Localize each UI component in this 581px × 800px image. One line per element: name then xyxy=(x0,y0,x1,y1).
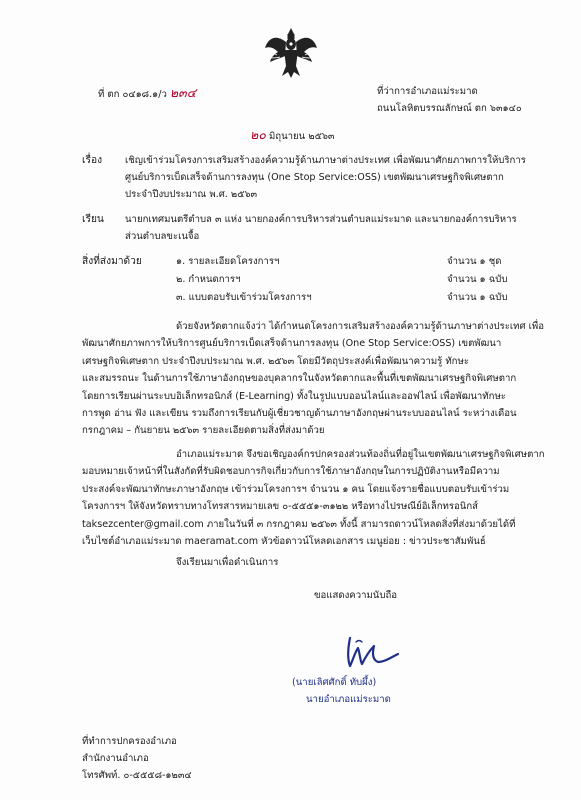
para2-line-4: โครงการฯ ให้จังหวัดทราบทางโทรสารหมายเลข ๐-๕๕๕๑-๓๑๒๒ หรือทางไปรษณีย์อิเล็กทรอนิกส์ xyxy=(82,501,478,513)
letter-date xyxy=(250,128,334,143)
para1-line-6: การพูด อ่าน ฟัง และเขียน รวมถึงการเรียนกับผู้เชี่ยวชาญด้านภาษาอังกฤษผ่านระบบออนไลน์ ระหว่างเดือน xyxy=(82,408,517,420)
subject-line-3: ประจำปีงบประมาณ พ.ศ. ๒๕๖๓ xyxy=(125,189,258,200)
signatory-name: (นายเลิศศักดิ์ ทับผึ้ง) xyxy=(292,677,377,688)
reference-number xyxy=(98,86,196,101)
closing-request: จึงเรียนมาเพื่อดำเนินการ xyxy=(176,557,279,568)
subject-line-2: ศูนย์บริการเบ็ดเสร็จด้านการลงทุน (One Stop Service:OSS) เขตพัฒนาเศรษฐกิจพิเศษตาก xyxy=(125,172,504,183)
subject-line-1: เชิญเข้าร่วมโครงการเสริมสร้างองค์ความรู้ด้านภาษาต่างประเทศ เพื่อพัฒนาศักยภาพการให้บริการ xyxy=(125,155,526,166)
reference-prefix: ที่ ตก ๐๔๑๘.๑/ว xyxy=(98,89,167,100)
para2-line-6: เว็บไซต์อำเภอแม่ระมาด maeramat.com หัวข้อดาวน์โหลดเอกสาร เมนูย่อย : ข่าวประชาสัมพันธ์ xyxy=(82,536,486,548)
office-address-line2: ถนนโลหิตบรรณลักษณ์ ตก ๖๓๑๔๐ xyxy=(377,103,522,114)
attachment-qty-2: จำนวน ๑ ฉบับ xyxy=(447,274,508,285)
date-day-handwritten: ๒๐ xyxy=(250,127,266,142)
closing-salutation: ขอแสดงความนับถือ xyxy=(314,590,398,601)
attachment-qty-3: จำนวน ๑ ฉบับ xyxy=(447,292,508,303)
attachment-item-2: ๒. กำหนดการฯ xyxy=(176,274,241,285)
office-address-line1: ที่ว่าการอำเภอแม่ระมาด xyxy=(377,86,478,97)
para1-line-7: กรกฎาคม – กันยายน ๒๕๖๓ รายละเอียดตามสิ่งที่ส่งมาด้วย xyxy=(82,425,325,437)
footer-office: สำนักงานอำเภอ xyxy=(82,753,149,764)
para1-line-5: โดยการเรียนผ่านระบบอิเล็กทรอนิกส์ (E-Learning) ทั้งในรูปแบบออนไลน์และออฟไลน์ เพื่อพัฒนาทักษะ xyxy=(82,390,506,402)
attachment-qty-1: จำนวน ๑ ชุด xyxy=(447,256,502,267)
date-month-year: มิถุนายน ๒๕๖๓ xyxy=(268,131,335,142)
attachment-item-3: ๓. แบบตอบรับเข้าร่วมโครงการฯ xyxy=(176,292,312,303)
para2-line-5: taksezcenter@gmail.com ภายในวันที่ ๓ กรกฎาคม ๒๕๖๓ ทั้งนี้ สามารถดาวน์โหลดสิ่งที่ส่งมาด้วยได้ที่ xyxy=(82,518,516,530)
recipient-line-2: ส่วนตำบลขะเนจื้อ xyxy=(125,231,200,242)
para1-line-2: พัฒนาศักยภาพการให้บริการศูนย์บริการเบ็ดเสร็จด้านการลงทุน (One Stop Service:OSS) เขตพัฒนา xyxy=(82,338,502,350)
body-paragraph-1 xyxy=(82,318,544,440)
para1-line-1: ด้วยจังหวัดตากแจ้งว่า ได้กำหนดโครงการเสริมสร้างองค์ความรู้ด้านภาษาต่างประเทศ เพื่อ xyxy=(176,321,544,332)
recipient-label: เรียน xyxy=(82,214,104,225)
attachments-label: สิ่งที่ส่งมาด้วย xyxy=(82,256,142,267)
garuda-emblem-icon xyxy=(262,22,320,80)
body-paragraph-2 xyxy=(82,446,545,550)
recipient-line-1: นายกเทศมนตรีตำบล ๓ แห่ง นายกองค์การบริหารส่วนตำบลแม่ระมาด และนายกองค์การบริหาร xyxy=(125,214,517,225)
signatory-position: นายอำเภอแม่ระมาด xyxy=(306,694,391,705)
para1-line-4: และสมรรถนะ ในด้านการใช้ภาษาอังกฤษของบุคลากรในจังหวัดตากและพื้นที่เขตพัฒนาเศรษฐกิจพิเศษตาก xyxy=(82,373,517,385)
para2-line-2: มอบหมายเจ้าหน้าที่ในสังกัดที่รับผิดชอบการกิจเกี่ยวกับการใช้ภาษาอังกฤษในการปฏิบัติงานหรือมีความ xyxy=(82,466,500,478)
para1-line-3: เศรษฐกิจพิเศษตาก ประจำปีงบประมาณ พ.ศ. ๒๕๖๓ โดยมีวัตถุประสงค์เพื่อพัฒนาความรู้ ทักษะ xyxy=(82,355,469,367)
para2-line-1: อำเภอแม่ระมาด จึงขอเชิญองค์กรปกครองส่วนท้องถิ่นที่อยู่ในเขตพัฒนาเศรษฐกิจพิเศษตาก xyxy=(176,449,545,460)
footer-department: ที่ทำการปกครองอำเภอ xyxy=(82,736,177,747)
handwritten-signature-icon xyxy=(336,632,406,674)
subject-label: เรื่อง xyxy=(82,155,103,166)
attachment-item-1: ๑. รายละเอียดโครงการฯ xyxy=(176,256,280,267)
para2-line-3: ประสงค์จะพัฒนาทักษะภาษาอังกฤษ เข้าร่วมโครงการฯ จำนวน ๑ คน โดยแจ้งรายชื่อแบบตอบรับเข้าร่วม xyxy=(82,483,510,495)
reference-handwritten: ๒๓๔ xyxy=(169,85,197,100)
footer-phone: โทรศัพท์. ๐-๕๕๕๘-๑๒๓๔ xyxy=(82,770,192,781)
